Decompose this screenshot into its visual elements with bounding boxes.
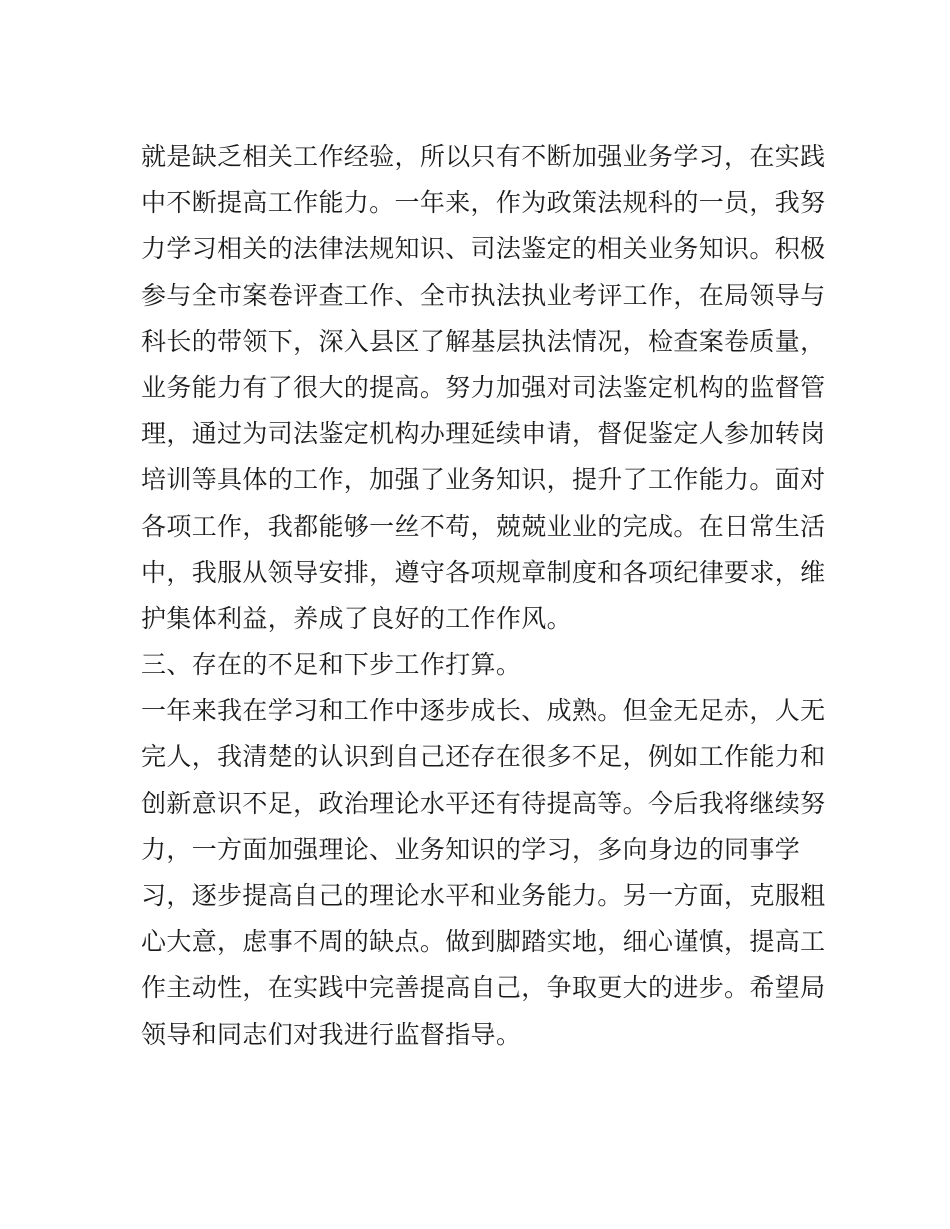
text-line: 理，通过为司法鉴定机构办理延续申请，督促鉴定人参加转岗 [141,419,826,449]
text-line: 就是缺乏相关工作经验，所以只有不断加强业务学习，在实践 [141,142,826,171]
section-heading: 三、存在的不足和下步工作打算。 [141,650,522,680]
text-line: 完人，我清楚的认识到自己还存在很多不足，例如工作能力和 [141,742,826,772]
text-line: 领导和同志们对我进行监督指导。 [141,1019,522,1049]
text-line: 作主动性，在实践中完善提高自己，争取更大的进步。希望局 [141,973,826,1003]
text-line: 中，我服从领导安排，遵守各项规章制度和各项纪律要求，维 [141,557,826,587]
body-text [141,134,831,1058]
text-line: 心大意，虑事不周的缺点。做到脚踏实地，细心谨慎，提高工 [141,927,826,957]
text-line: 护集体利益，养成了良好的工作作风。 [141,603,572,633]
text-line: 力，一方面加强理论、业务知识的学习，多向身边的同事学 [141,834,801,864]
text-line: 一年来我在学习和工作中逐步成长、成熟。但金无足赤，人无 [141,696,826,726]
text-line: 力学习相关的法律法规知识、司法鉴定的相关业务知识。积极 [141,234,826,264]
text-line: 科长的带领下，深入县区了解基层执法情况，检查案卷质量， [141,326,826,356]
text-line: 各项工作，我都能够一丝不苟，兢兢业业的完成。在日常生活 [141,511,826,541]
text-line: 中不断提高工作能力。一年来，作为政策法规科的一员，我努 [141,188,826,218]
text-line: 业务能力有了很大的提高。努力加强对司法鉴定机构的监督管 [141,372,826,402]
text-line: 创新意识不足，政治理论水平还有待提高等。今后我将继续努 [141,788,826,818]
text-line: 习，逐步提高自己的理论水平和业务能力。另一方面，克服粗 [141,881,826,910]
text-line: 参与全市案卷评查工作、全市执法执业考评工作，在局领导与 [141,280,826,310]
text-line: 培训等具体的工作，加强了业务知识，提升了工作能力。面对 [141,465,826,495]
